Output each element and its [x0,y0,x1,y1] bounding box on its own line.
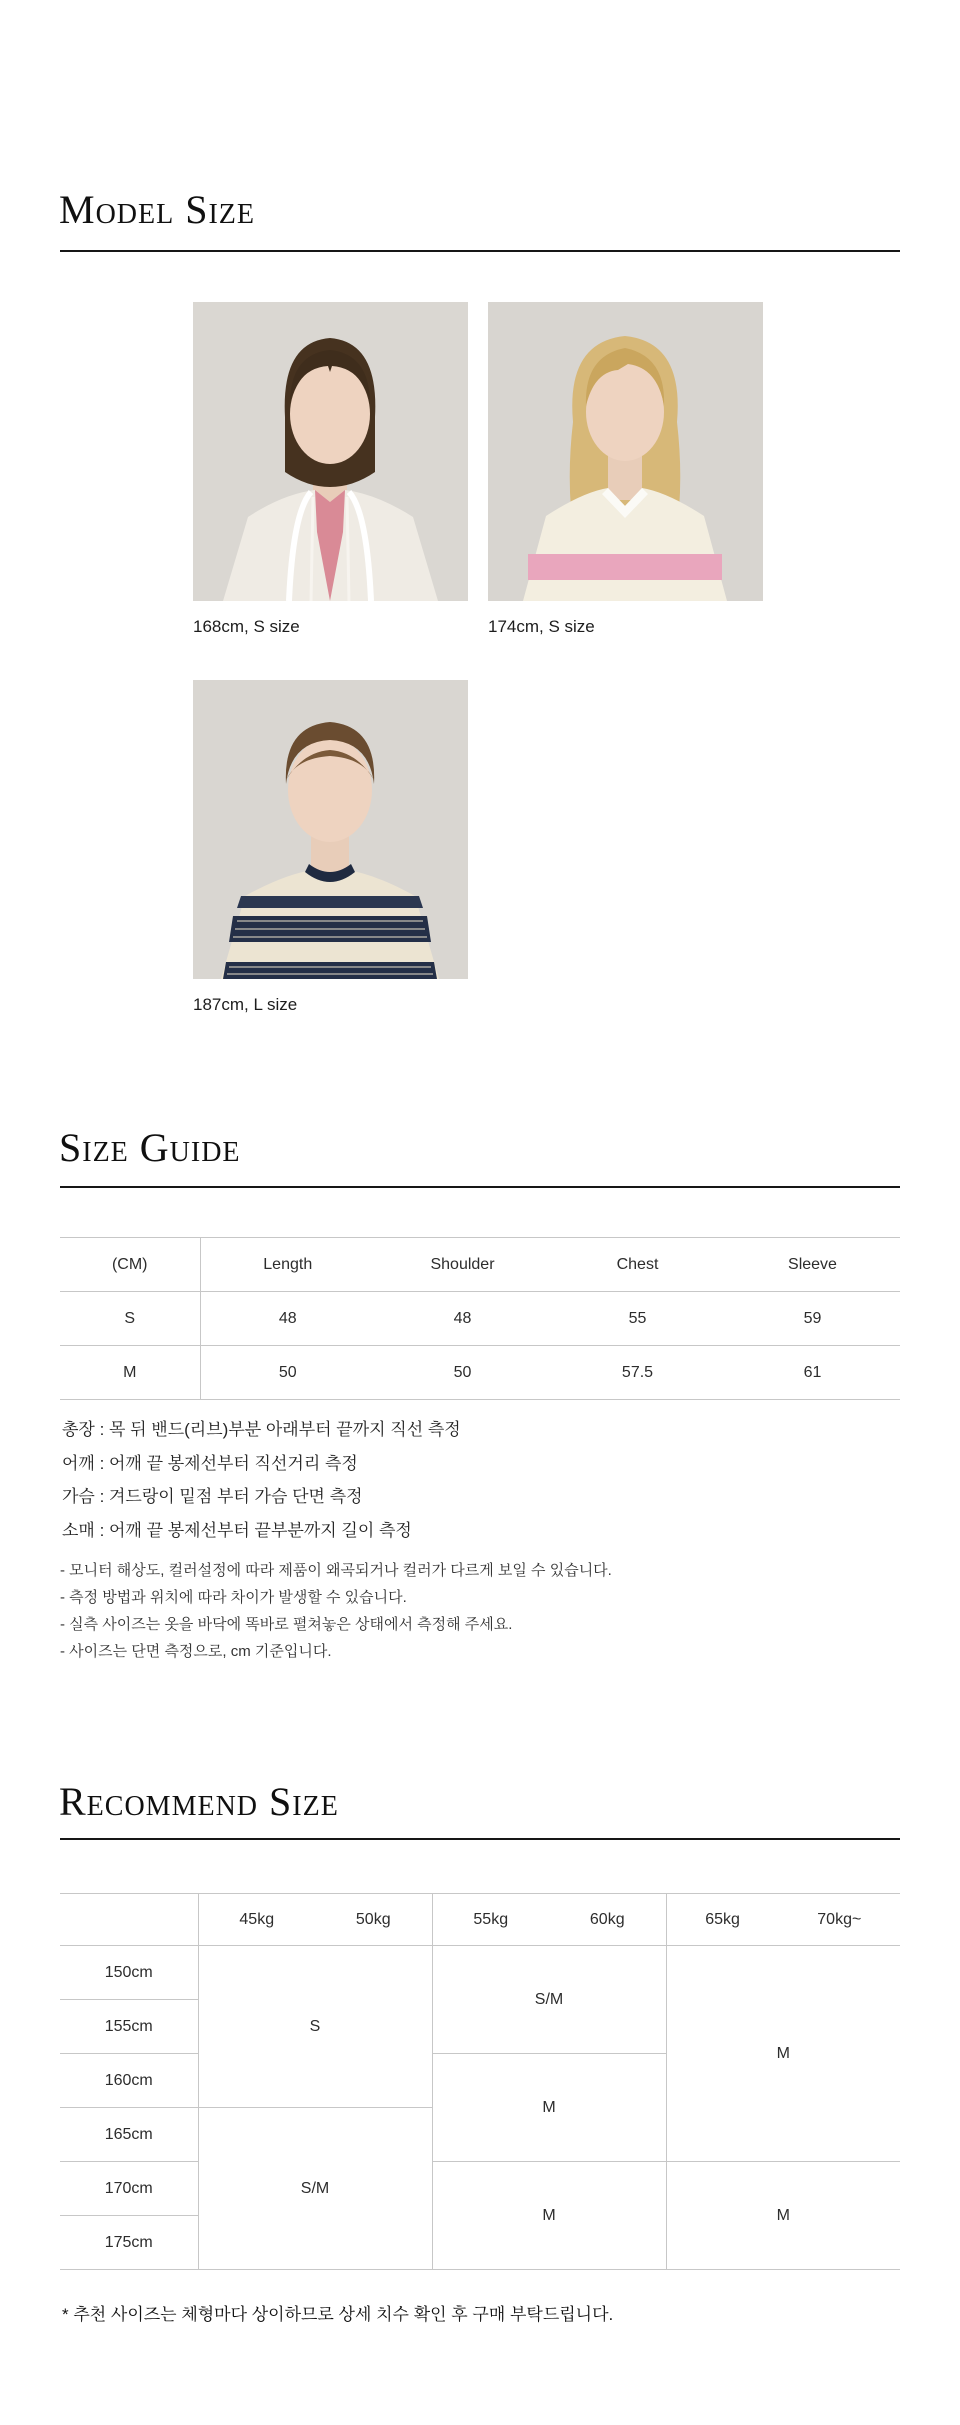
model-size-title: Model Size [59,187,255,232]
model-3-caption: 187cm, L size [193,995,298,1014]
model-1-illustration [193,302,468,601]
weight-group-3 [666,1894,900,1946]
size-guide-col-chest: Chest [550,1238,725,1292]
height-label: 160cm [60,2054,198,2108]
recommend-header-row [60,1894,900,1946]
height-label: 175cm [60,2216,198,2270]
size-guide-divider [60,1186,900,1188]
recommend-cell: S/M [432,1946,666,2054]
size-label: M [60,1346,200,1400]
cell-value: 48 [200,1292,375,1346]
measurement-notes [62,1413,461,1547]
caution-note-line: - 실측 사이즈는 옷을 바닥에 똑바로 펼쳐놓은 상태에서 측정해 주세요. [60,1616,513,1633]
cell-value: 57.5 [550,1346,725,1400]
recommend-footnote: * 추천 사이즈는 체형마다 상이하므로 상세 치수 확인 후 구매 부탁드립니다. [62,2305,614,2324]
weight-group-1 [198,1894,432,1946]
cell-value: 50 [200,1346,375,1400]
measure-note-line: 어깨 : 어깨 끝 봉제선부터 직선거리 측정 [62,1453,358,1473]
weight-header: 50kg [355,1910,391,1928]
model-3-illustration [193,680,468,979]
model-1-caption: 168cm, S size [193,617,300,636]
weight-header: 55kg [473,1910,509,1928]
size-guide-col-shoulder: Shoulder [375,1238,550,1292]
recommend-cell: S/M [198,2108,432,2270]
model-2-illustration [488,302,763,601]
recommend-size-divider [60,1838,900,1840]
caution-note-line: - 사이즈는 단면 측정으로, cm 기준입니다. [60,1643,332,1660]
recommend-row-150 [60,1946,900,2000]
model-size-divider [60,250,900,252]
height-label: 165cm [60,2108,198,2162]
cell-value: 61 [725,1346,900,1400]
model-photo-3 [193,680,468,979]
recommend-cell: M [432,2054,666,2162]
size-guide-col-length: Length [200,1238,375,1292]
height-label: 170cm [60,2162,198,2216]
recommend-cell: M [432,2162,666,2270]
measure-note-line: 소매 : 어깨 끝 봉제선부터 끝부분까지 길이 측정 [62,1520,412,1540]
caution-notes [60,1557,612,1665]
model-photo-1 [193,302,468,601]
cell-value: 48 [375,1292,550,1346]
recommend-cell: M [666,2162,900,2270]
size-guide-unit-header: (CM) [60,1238,200,1292]
size-label: S [60,1292,200,1346]
recommend-cell: S [198,1946,432,2108]
weight-group-2 [432,1894,666,1946]
recommend-row-170 [60,2162,900,2216]
size-guide-title: Size Guide [59,1125,241,1170]
model-photo-2 [488,302,763,601]
caution-note-line: - 측정 방법과 위치에 따라 차이가 발생할 수 있습니다. [60,1589,407,1606]
size-guide-table [60,1237,900,1400]
recommend-size-table [60,1893,900,2270]
recommend-corner-cell [60,1894,198,1946]
cell-value: 50 [375,1346,550,1400]
caution-note-line: - 모니터 해상도, 컬러설정에 따라 제품이 왜곡되거나 컬러가 다르게 보일 수 있습니다. [60,1562,612,1579]
height-label: 150cm [60,1946,198,2000]
cell-value: 55 [550,1292,725,1346]
weight-header: 65kg [705,1910,740,1928]
recommend-size-title: Recommend Size [59,1779,339,1824]
measure-note-line: 가슴 : 겨드랑이 밑점 부터 가슴 단면 측정 [62,1487,363,1506]
weight-header: 70kg~ [817,1910,862,1928]
size-guide-header-row [60,1238,900,1292]
recommend-cell: M [666,1946,900,2162]
height-label: 155cm [60,2000,198,2054]
cell-value: 59 [725,1292,900,1346]
size-guide-row-s [60,1292,900,1346]
model-2-caption: 174cm, S size [488,617,595,636]
size-guide-col-sleeve: Sleeve [725,1238,900,1292]
weight-header: 45kg [239,1910,275,1928]
weight-header: 60kg [589,1910,625,1928]
size-guide-row-m [60,1346,900,1400]
measure-note-line: 총장 : 목 뒤 밴드(리브)부분 아래부터 끝까지 직선 측정 [62,1420,461,1439]
